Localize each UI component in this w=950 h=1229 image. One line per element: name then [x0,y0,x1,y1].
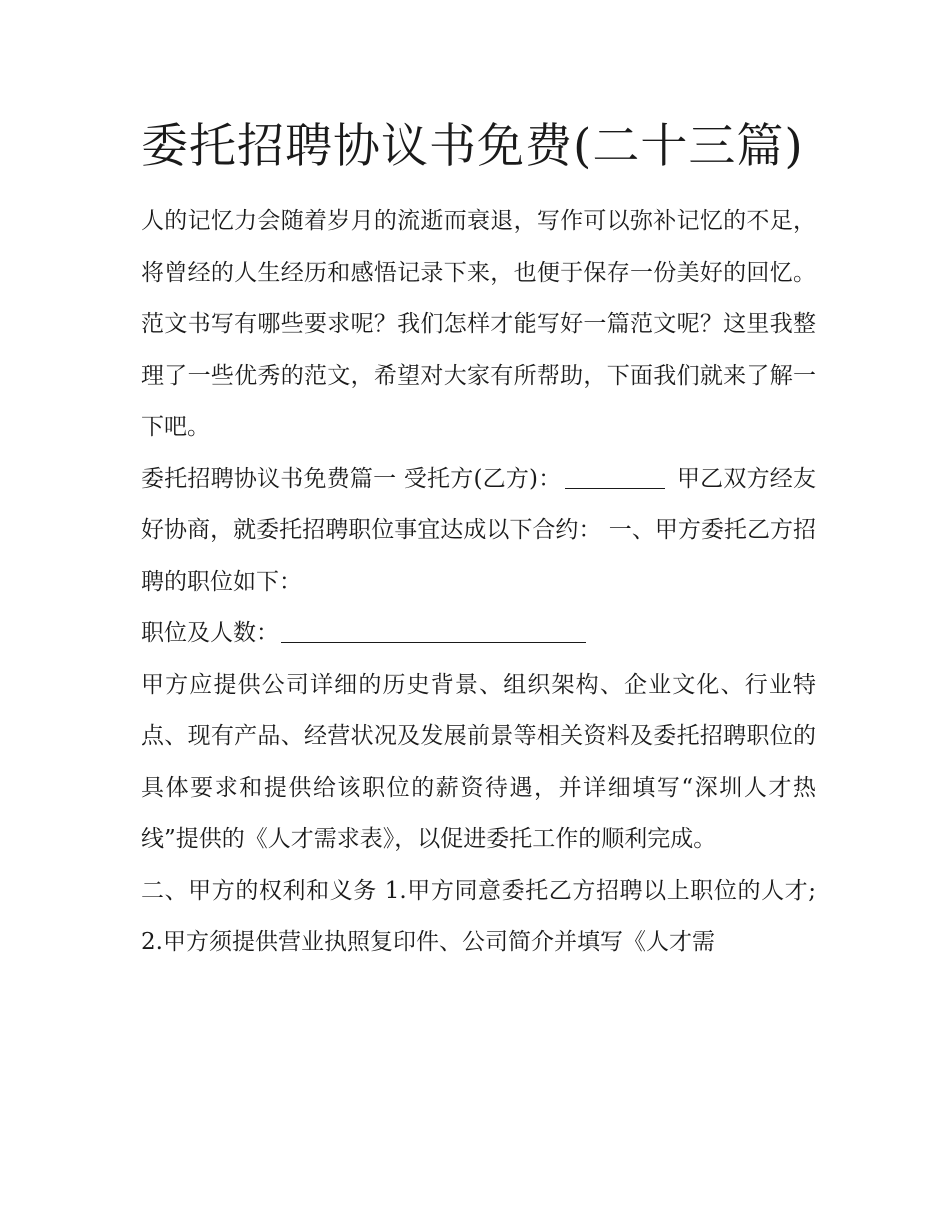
section2-paragraph: 二、甲方的权利和义务 1.甲方同意委托乙方招聘以上职位的人才; 2.甲方须提供营业执照复印件、公司简介并填写《人才需 [141,877,816,955]
positions-blank [281,618,586,643]
document-page [141,110,816,969]
entrusted-party-blank [565,464,665,489]
party-a-requirements-paragraph: 甲方应提供公司详细的历史背景、组织架构、企业文化、行业特点、现有产品、经营状况及发展前景等相关资料及委托招聘职位的具体要求和提供给该职位的薪资待遇，并详细填写“深圳人才热线”提供的《人才需求表》，以促进委托工作的顺利完成。 [141,671,816,852]
document-title: 委托招聘协议书免费(二十三篇) [141,119,804,174]
section1-paragraph [141,454,816,609]
section1-body-text: 甲乙双方经友好协商，就委托招聘职位事宜达成以下合约： 一、甲方委托乙方招聘的职位如下： [141,465,816,595]
intro-paragraph: 人的记忆力会随着岁月的流逝而衰退，写作可以弥补记忆的不足，将曾经的人生经历和感悟记录下来，也便于保存一份美好的回忆。范文书写有哪些要求呢？我们怎样才能写好一篇范文呢？这里我整理了一些优秀的范文，希望对大家有所帮助，下面我们就来了解一下吧。 [141,208,816,440]
positions-label: 职位及人数： [141,620,279,646]
positions-line [141,608,816,660]
section1-heading-text: 委托招聘协议书免费篇一 受托方(乙方)： [141,465,562,492]
